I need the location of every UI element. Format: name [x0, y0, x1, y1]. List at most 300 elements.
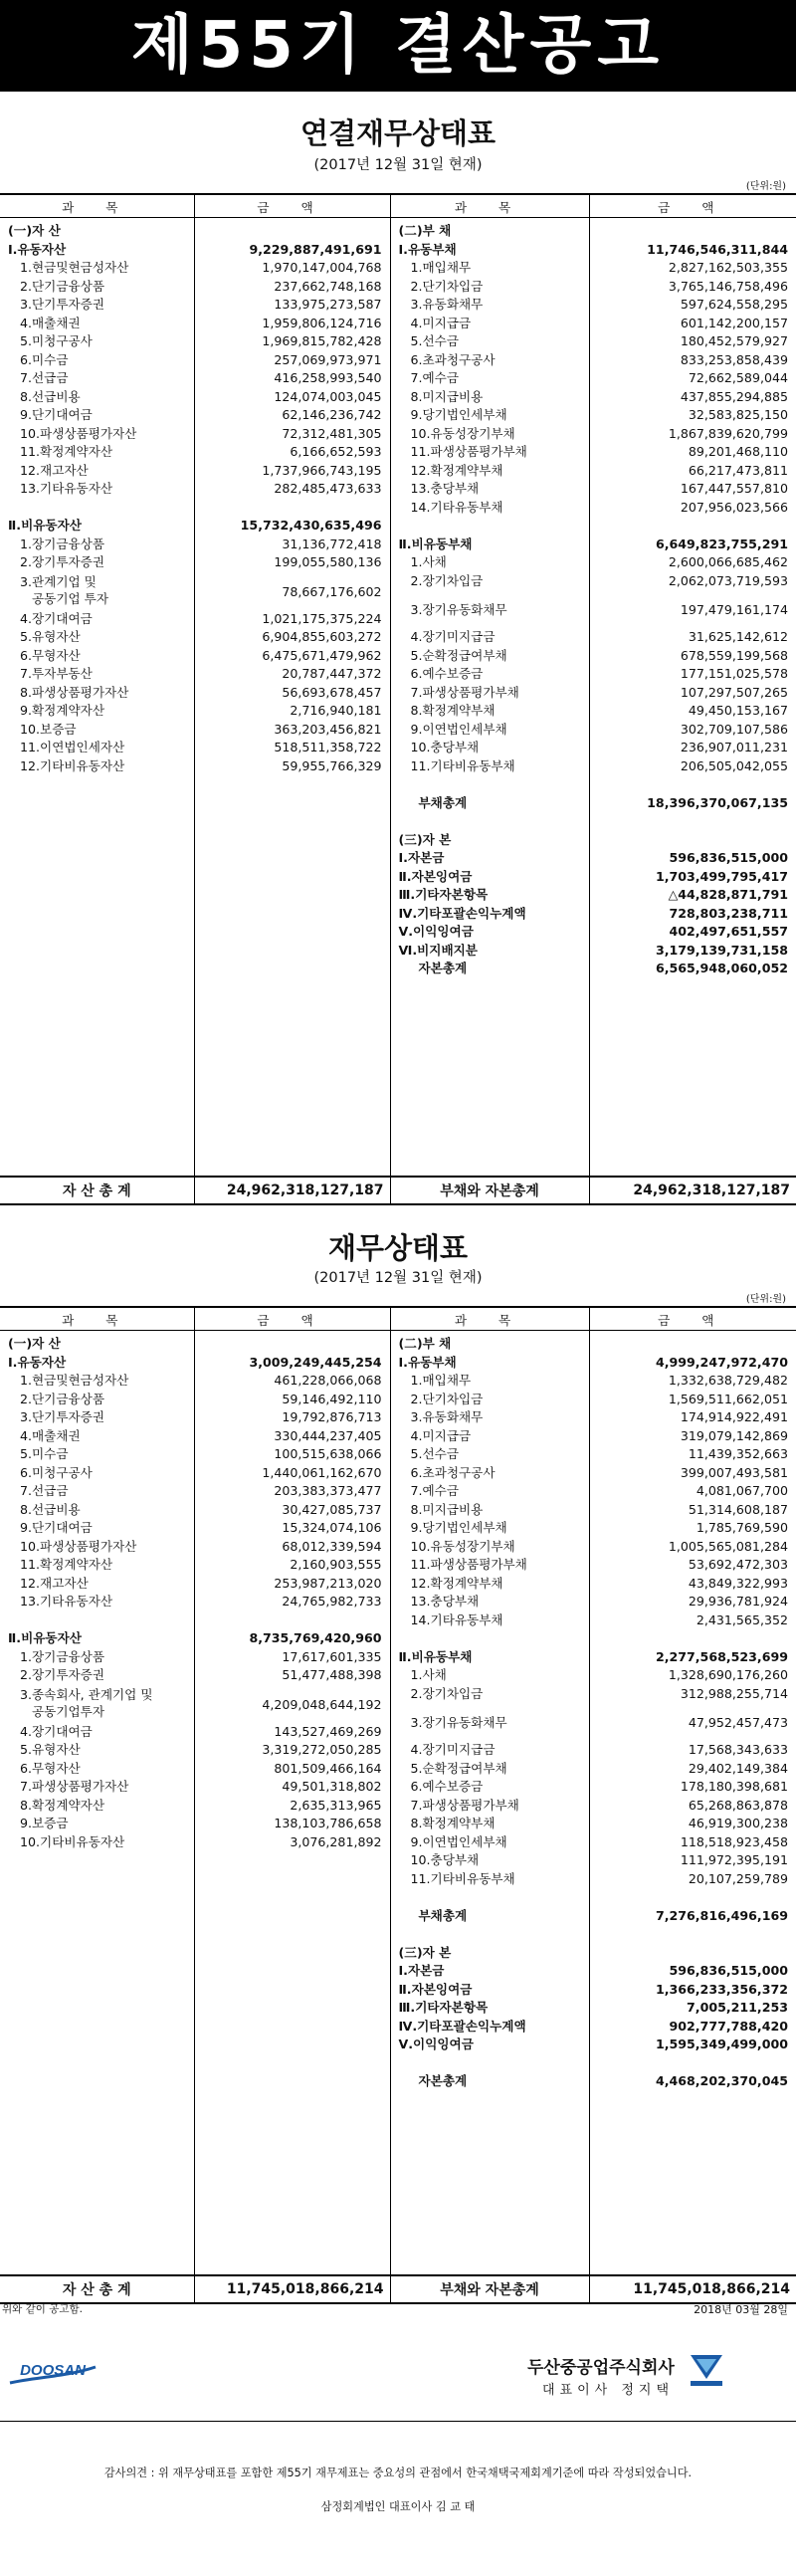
line-item-amount: 399,007,493,581 — [680, 1464, 788, 1480]
line-item-amount: 178,180,398,681 — [680, 1779, 788, 1794]
line-item-label: 1.사채 — [410, 1667, 447, 1682]
line-item-label: 11.확정계약자산 — [20, 444, 113, 459]
separate-unit: (단위:원) — [745, 1294, 786, 1305]
line-item-amount: 1,440,061,162,670 — [262, 1464, 382, 1480]
section-header: (一)자 산 — [8, 223, 61, 238]
line-item-amount: 66,217,473,811 — [688, 462, 788, 478]
line-item-amount: 31,136,772,418 — [282, 536, 382, 551]
line-item-amount: 199,055,580,136 — [274, 554, 382, 569]
line-item-label: 3.유동화채무 — [410, 297, 484, 312]
section-header: (二)부 채 — [398, 223, 452, 238]
line-item-label: 8.확정계약부채 — [410, 703, 496, 718]
section-header-amount — [590, 831, 796, 850]
line-item-amount: 902,777,788,420 — [669, 2018, 788, 2034]
line-item-label: 13.충당부채 — [410, 481, 480, 496]
line-item-label: 3.단기투자증권 — [20, 297, 105, 312]
line-item-amount: 257,069,973,971 — [274, 351, 382, 367]
line-item-amount: 207,956,023,566 — [680, 499, 788, 515]
line-item-amount: 728,803,238,711 — [669, 905, 788, 921]
liabilities-equity-total-label: 부채와 자본총계 — [390, 2275, 589, 2303]
line-item-label: 7.예수금 — [410, 1483, 460, 1498]
header-item: 과 목 — [0, 1307, 194, 1331]
line-item-label: 7.선급금 — [20, 370, 69, 385]
line-item-amount: 197,479,161,174 — [680, 602, 788, 617]
line-item-amount: 6,649,823,755,291 — [655, 536, 788, 551]
divider — [0, 2421, 796, 2422]
consolidated-balance-sheet — [0, 193, 796, 1205]
line-item-label: 5.미청구공사 — [20, 333, 93, 348]
spacer — [590, 1888, 796, 1907]
line-item-amount: 3,009,249,445,254 — [249, 1354, 382, 1370]
subtotal-label: Ⅰ.유동부채 — [398, 1354, 457, 1370]
line-item-label: 1.사채 — [410, 554, 447, 569]
line-item-amount: 4,999,247,972,470 — [655, 1354, 788, 1370]
liabilities-amounts — [589, 218, 796, 1177]
section-header-amount — [590, 222, 796, 241]
assets-labels — [0, 218, 194, 1177]
line-item-label: 3.장기유동화채무 — [410, 602, 507, 617]
line-item-label — [0, 1685, 194, 1723]
subtotal-label: Ⅱ.자본잉여금 — [398, 1981, 473, 1997]
line-item-amount: 174,914,922,491 — [680, 1409, 788, 1424]
line-item-amount: 51,314,608,187 — [688, 1501, 788, 1517]
total-amount: 4,468,202,370,045 — [655, 2073, 788, 2088]
line-item-amount: 7,005,211,253 — [687, 2000, 788, 2015]
line-item-label: 5.순확정급여부채 — [410, 1760, 507, 1776]
line-item-label — [0, 572, 194, 610]
line-item-label: 8.확정계약부채 — [410, 1816, 496, 1830]
subtotal-label: Ⅰ.유동자산 — [8, 1354, 67, 1370]
spacer — [391, 517, 589, 536]
spacer — [0, 499, 194, 518]
subtotal-label: Ⅴ.이익잉여금 — [398, 2037, 474, 2051]
line-item-label-part: 3.종속회사, 관계기업 및 — [20, 1686, 153, 1702]
line-item-amount: 461,228,066,068 — [274, 1373, 382, 1388]
line-item-label: 14.기타유동부채 — [410, 499, 503, 515]
line-item-amount: 1,569,511,662,051 — [668, 1391, 788, 1406]
line-item-label: 2.장기투자증권 — [20, 1667, 105, 1682]
line-item-amount: 31,625,142,612 — [688, 629, 788, 644]
line-item-label: 12.재고자산 — [20, 462, 89, 478]
line-item-amount: 596,836,515,000 — [669, 850, 788, 865]
line-item-amount: 24,765,982,733 — [282, 1594, 382, 1609]
line-item-label-part: 공동기업 투자 — [32, 590, 108, 606]
line-item-amount: 833,253,858,439 — [680, 351, 788, 367]
line-item-amount: 20,787,447,372 — [282, 666, 382, 681]
line-item-amount: 62,146,236,742 — [282, 407, 382, 422]
line-item-label: 6.초과청구공사 — [410, 1464, 496, 1480]
header-item: 과 목 — [0, 194, 194, 218]
line-item-amount: 1,969,815,782,428 — [262, 333, 382, 348]
line-item-amount: 597,624,558,295 — [680, 297, 788, 312]
header-item: 과 목 — [390, 194, 589, 218]
section-header: (三)자 본 — [398, 831, 452, 847]
line-item-amount: 19,792,876,713 — [282, 1409, 382, 1424]
line-item-label: 10.파생상품평가자산 — [20, 425, 137, 441]
line-item-amount: 46,919,300,238 — [688, 1816, 788, 1830]
assets-total-label: 자 산 총 계 — [0, 1177, 194, 1204]
line-item-label: 3.단기투자증권 — [20, 1409, 105, 1424]
line-item-label: 8.미지급비용 — [410, 1501, 484, 1517]
line-item-amount: 15,324,074,106 — [282, 1520, 382, 1535]
line-item-amount: 107,297,507,265 — [680, 684, 788, 700]
line-item-label: 8.선급비용 — [20, 1501, 81, 1517]
line-item-label: 12.확정계약부채 — [410, 1575, 503, 1591]
spacer — [590, 2054, 796, 2073]
line-item-amount: 72,312,481,305 — [282, 425, 382, 441]
subtotal-label: Ⅳ.기타포괄손익누계액 — [398, 2018, 526, 2034]
line-item-amount: 49,450,153,167 — [688, 703, 788, 718]
line-item-amount: 68,012,339,594 — [282, 1538, 382, 1554]
line-item-label: 2.장기차입금 — [410, 572, 484, 588]
spacer — [391, 812, 589, 831]
line-item-amount: 20,107,259,789 — [688, 1870, 788, 1886]
line-item-amount: 1,703,499,795,417 — [655, 868, 788, 884]
header-amount: 금 액 — [589, 1307, 796, 1331]
line-item-label: 11.파생상품평가부채 — [410, 444, 527, 459]
line-item-label: 9.이연법인세부채 — [410, 1833, 507, 1849]
line-item-amount: 1,332,638,729,482 — [668, 1373, 788, 1388]
spacer — [391, 1925, 589, 1944]
line-item-amount: 4,209,048,644,192 — [262, 1696, 382, 1712]
line-item-label: 1.장기금융상품 — [20, 536, 105, 551]
line-item-label: 7.파생상품평가자산 — [20, 1779, 129, 1794]
liabilities-labels — [390, 1331, 589, 2275]
total-label: 부채총계 — [418, 794, 468, 810]
line-item-amount: 2,431,565,352 — [696, 1611, 788, 1627]
line-item-label: 2.단기차입금 — [410, 1391, 484, 1406]
line-item-amount: 11,439,352,663 — [688, 1446, 788, 1461]
line-item-amount: 9,229,887,491,691 — [249, 241, 382, 257]
line-item-amount: 133,975,273,587 — [274, 297, 382, 312]
company-name: 두산중공업주식회사 — [527, 2358, 675, 2378]
total-amount: 7,276,816,496,169 — [655, 1907, 788, 1923]
spacer — [391, 2054, 589, 2073]
spacer — [590, 517, 796, 536]
subtotal-label: Ⅰ.유동부채 — [398, 241, 457, 257]
line-item-label: 5.순확정급여부채 — [410, 647, 507, 663]
total-amount: 6,565,948,060,052 — [655, 961, 788, 975]
line-item-amount: 1,021,175,375,224 — [262, 610, 382, 626]
line-item-label: 4.매출채권 — [20, 315, 81, 330]
assets-amounts — [194, 1331, 390, 2275]
line-item-amount: 416,258,993,540 — [274, 370, 382, 385]
line-item-amount: 1,328,690,176,260 — [668, 1667, 788, 1682]
line-item-amount: 801,509,466,164 — [274, 1760, 382, 1776]
line-item-label: 4.매출채권 — [20, 1427, 81, 1443]
line-item-amount: 2,716,940,181 — [290, 703, 382, 718]
subtotal-label: Ⅴ.이익잉여금 — [398, 924, 474, 939]
line-item-label: 13.충당부채 — [410, 1594, 480, 1609]
line-item-label: 4.미지급금 — [410, 1427, 472, 1443]
total-label: 부채총계 — [418, 1907, 468, 1923]
assets-total-label: 자 산 총 계 — [0, 2275, 194, 2303]
line-item-amount: 253,987,213,020 — [274, 1575, 382, 1591]
line-item-label: 8.선급비용 — [20, 388, 81, 404]
subtotal-label: Ⅱ.비유동자산 — [8, 1630, 82, 1645]
line-item-label: 10.파생상품평가자산 — [20, 1538, 137, 1554]
line-item-amount: 138,103,786,658 — [274, 1816, 382, 1830]
subtotal-label: Ⅰ.자본금 — [398, 1963, 445, 1978]
spacer — [391, 775, 589, 794]
line-item-amount: △44,828,871,791 — [668, 887, 788, 902]
line-item-amount: 32,583,825,150 — [688, 407, 788, 422]
line-item-label: 14.기타유동부채 — [410, 1611, 503, 1627]
line-item-label: 9.보증금 — [20, 1816, 69, 1830]
line-item-amount: 51,477,488,398 — [282, 1667, 382, 1682]
spacer — [195, 1611, 390, 1630]
header-amount: 금 액 — [589, 194, 796, 218]
subtotal-label: Ⅲ.기타자본항목 — [398, 887, 489, 902]
seal-emblem-icon — [687, 2349, 726, 2389]
subtotal-label: Ⅱ.비유동자산 — [8, 518, 82, 533]
line-item-amount: 596,836,515,000 — [669, 1963, 788, 1978]
line-item-amount: 437,855,294,885 — [680, 388, 788, 404]
line-item-label: 11.확정계약자산 — [20, 1557, 113, 1572]
line-item-amount: 402,497,651,557 — [669, 924, 788, 939]
line-item-label: 1.매입채무 — [410, 260, 472, 275]
line-item-amount: 11,746,546,311,844 — [647, 241, 788, 257]
line-item-label: 10.보증금 — [20, 721, 77, 737]
line-item-amount: 2,062,073,719,593 — [668, 572, 788, 588]
line-item-label: 6.미청구공사 — [20, 1464, 93, 1480]
line-item-amount: 1,737,966,743,195 — [262, 462, 382, 478]
subtotal-label: Ⅳ.기타포괄손익누계액 — [398, 905, 526, 921]
section-header: (一)자 산 — [8, 1336, 61, 1351]
line-item-amount: 518,511,358,722 — [274, 740, 382, 754]
line-item-amount: 2,827,162,503,355 — [668, 260, 788, 275]
line-item-label: 4.장기대여금 — [20, 610, 93, 626]
line-item-amount: 15,732,430,635,496 — [240, 518, 382, 533]
line-item-amount: 203,383,373,477 — [274, 1483, 382, 1498]
line-item-label: 4.장기미지급금 — [410, 629, 496, 644]
header-amount: 금 액 — [194, 194, 390, 218]
spacer — [590, 775, 796, 794]
line-item-amount: 1,785,769,590 — [696, 1520, 788, 1535]
line-item-amount: 17,617,601,335 — [282, 1648, 382, 1664]
notice-date: 2018년 03월 28일 — [694, 2303, 788, 2316]
line-item-amount: 3,765,146,758,496 — [668, 278, 788, 294]
line-item-amount: 6,904,855,603,272 — [262, 629, 382, 644]
line-item-label: 9.단기대여금 — [20, 1520, 93, 1535]
line-item-label: 9.이연법인세부채 — [410, 721, 507, 737]
line-item-amount: 2,277,568,523,699 — [655, 1648, 788, 1664]
line-item-label: 2.단기금융상품 — [20, 1391, 105, 1406]
line-item-label: 1.현금및현금성자산 — [20, 1373, 129, 1388]
line-item-amount: 1,595,349,499,000 — [655, 2037, 788, 2051]
line-item-label: 11.이연법인세자산 — [20, 740, 125, 754]
spacer — [590, 1925, 796, 1944]
liabilities-equity-total-label: 부채와 자본총계 — [390, 1177, 589, 1204]
line-item-amount: 8,735,769,420,960 — [249, 1630, 382, 1645]
line-item-label: 6.무형자산 — [20, 647, 81, 663]
section-header: (二)부 채 — [398, 1336, 452, 1351]
banner-title: 제55기 결산공고 — [0, 0, 796, 92]
section-header-amount — [590, 1335, 796, 1354]
line-item-label: 11.기타비유동부채 — [410, 757, 515, 773]
subtotal-label: Ⅱ.비유동부채 — [398, 536, 473, 551]
line-item-label: 9.확정계약자산 — [20, 703, 105, 718]
header-amount: 금 액 — [194, 1307, 390, 1331]
spacer — [391, 1629, 589, 1648]
assets-amounts — [194, 218, 390, 1177]
line-item-label-part: 공동기업투자 — [32, 1703, 104, 1719]
liabilities-amounts — [589, 1331, 796, 2275]
line-item-label: 3.유동화채무 — [410, 1409, 484, 1424]
line-item-label: 1.장기금융상품 — [20, 1648, 105, 1664]
line-item-amount: 2,160,903,555 — [290, 1557, 382, 1572]
line-item-amount: 282,485,473,633 — [274, 481, 382, 496]
auditor-signer: 삼정회계법인 대표이사 김 교 태 — [320, 2500, 476, 2513]
line-item-label: 6.미수금 — [20, 351, 69, 367]
line-item-amount: 59,955,766,329 — [282, 757, 382, 773]
total-label: 자본총계 — [418, 961, 468, 975]
line-item-label: 2.단기금융상품 — [20, 278, 105, 294]
line-item-amount: 49,501,318,802 — [282, 1779, 382, 1794]
line-item-label: 10.유동성장기부채 — [410, 425, 515, 441]
line-item-label: 11.파생상품평가부채 — [410, 1557, 527, 1572]
line-item-amount: 43,849,322,993 — [688, 1575, 788, 1591]
header-item: 과 목 — [390, 1307, 589, 1331]
line-item-amount: 59,146,492,110 — [282, 1391, 382, 1406]
line-item-label: 12.재고자산 — [20, 1575, 89, 1591]
line-item-label: 4.장기미지급금 — [410, 1742, 496, 1757]
line-item-label: 7.예수금 — [410, 370, 460, 385]
line-item-label: 5.유형자산 — [20, 629, 81, 644]
line-item-amount: 1,005,565,081,284 — [668, 1538, 788, 1554]
line-item-amount: 3,179,139,731,158 — [655, 942, 788, 958]
line-item-amount: 78,667,176,602 — [282, 583, 382, 599]
line-item-amount: 2,635,313,965 — [290, 1797, 382, 1813]
audit-opinion: 감사의견 : 위 재무상태표를 포함한 제55기 재무제표는 중요성의 관점에서 한국채택국제회계기준에 따라 작성되었습니다. — [103, 2467, 693, 2479]
subtotal-label: Ⅲ.기타자본항목 — [398, 2000, 489, 2015]
consolidated-title: 연결재무상태표 — [299, 116, 497, 150]
line-item-amount: 30,427,085,737 — [282, 1501, 382, 1517]
line-item-label: 12.기타비유동자산 — [20, 757, 125, 773]
line-item-label: 8.미지급비용 — [410, 388, 484, 404]
line-item-amount: 1,959,806,124,716 — [262, 315, 382, 330]
line-item-label: 5.유형자산 — [20, 1742, 81, 1757]
line-item-amount: 1,867,839,620,799 — [668, 425, 788, 441]
line-item-amount: 124,074,003,045 — [274, 388, 382, 404]
line-item-label: 5.선수금 — [410, 333, 460, 348]
line-item-amount: 167,447,557,810 — [680, 481, 788, 496]
subtotal-label: Ⅱ.자본잉여금 — [398, 868, 473, 884]
line-item-label: 3.장기유동화채무 — [410, 1715, 507, 1730]
line-item-amount: 6,166,652,593 — [290, 444, 382, 459]
line-item-label: 8.확정계약자산 — [20, 1797, 105, 1813]
section-header: (三)자 본 — [398, 1944, 452, 1960]
subtotal-label: Ⅰ.유동자산 — [8, 241, 67, 257]
separate-balance-sheet — [0, 1306, 796, 2304]
line-item-amount: 47,952,457,473 — [688, 1715, 788, 1730]
line-item-amount: 319,079,142,869 — [680, 1427, 788, 1443]
line-item-amount: 53,692,472,303 — [688, 1557, 788, 1572]
line-item-label: 5.미수금 — [20, 1446, 69, 1461]
section-header-amount — [195, 222, 390, 241]
subtotal-label: Ⅱ.비유동부채 — [398, 1648, 473, 1664]
line-item-amount: 1,970,147,004,768 — [262, 260, 382, 275]
line-item-label: 4.미지급금 — [410, 315, 472, 330]
line-item-label: 9.단기대여금 — [20, 407, 93, 422]
liabilities-labels — [390, 218, 589, 1177]
line-item-amount: 363,203,456,821 — [274, 721, 382, 737]
line-item-amount: 206,505,042,055 — [680, 757, 788, 773]
line-item-label: 6.예수보증금 — [410, 1779, 484, 1794]
footnote: 위와 같이 공고함. — [2, 2303, 84, 2315]
line-item-label: 6.초과청구공사 — [410, 351, 496, 367]
spacer — [590, 1629, 796, 1648]
line-item-amount: 601,142,200,157 — [680, 315, 788, 330]
line-item-amount: 180,452,579,927 — [680, 333, 788, 348]
line-item-label: 5.선수금 — [410, 1446, 460, 1461]
line-item-amount: 89,201,468,110 — [688, 444, 788, 459]
subtotal-label: Ⅰ.자본금 — [398, 850, 445, 865]
line-item-label: 9.당기법인세부채 — [410, 1520, 507, 1535]
line-item-label: 10.기타비유동자산 — [20, 1833, 125, 1849]
section-header-amount — [590, 1944, 796, 1963]
line-item-amount: 3,076,281,892 — [290, 1833, 382, 1849]
separate-title: 재무상태표 — [327, 1231, 469, 1265]
consolidated-unit: (단위:원) — [745, 181, 786, 192]
assets-total: 11,745,018,866,214 — [194, 2275, 390, 2303]
line-item-label: 13.기타유동자산 — [20, 481, 113, 496]
line-item-amount: 143,527,469,269 — [274, 1723, 382, 1739]
total-amount: 18,396,370,067,135 — [647, 794, 788, 810]
line-item-label: 10.충당부채 — [410, 740, 480, 754]
consolidated-subtitle: (2017년 12월 31일 현재) — [313, 157, 483, 173]
assets-labels — [0, 1331, 194, 2275]
line-item-amount: 2,600,066,685,462 — [668, 554, 788, 569]
doosan-logo — [6, 2357, 100, 2387]
line-item-amount: 29,936,781,924 — [688, 1594, 788, 1609]
line-item-amount: 678,559,199,568 — [680, 647, 788, 663]
line-item-amount: 56,693,678,457 — [282, 684, 382, 700]
line-item-label: 1.매입채무 — [410, 1373, 472, 1388]
line-item-amount: 1,366,233,356,372 — [655, 1981, 788, 1997]
liabilities-equity-total: 24,962,318,127,187 — [589, 1177, 796, 1204]
line-item-label: 2.장기차입금 — [410, 1685, 484, 1701]
ceo-name: 대표이사 정지택 — [542, 2383, 675, 2398]
line-item-label: 12.확정계약부채 — [410, 462, 503, 478]
liabilities-equity-total: 11,745,018,866,214 — [589, 2275, 796, 2303]
line-item-label: 4.장기대여금 — [20, 1723, 93, 1739]
line-item-label: 6.무형자산 — [20, 1760, 81, 1776]
line-item-label: 11.기타비유동부채 — [410, 1870, 515, 1886]
line-item-label: 7.선급금 — [20, 1483, 69, 1498]
line-item-label: 10.충당부채 — [410, 1852, 480, 1867]
line-item-amount: 236,907,011,231 — [680, 740, 788, 754]
line-item-amount: 330,444,237,405 — [274, 1427, 382, 1443]
line-item-label: 2.단기차입금 — [410, 278, 484, 294]
line-item-amount: 302,709,107,586 — [680, 721, 788, 737]
spacer — [195, 499, 390, 518]
logo-text: DOOSAN — [20, 2362, 86, 2379]
line-item-amount: 100,515,638,066 — [274, 1446, 382, 1461]
line-item-label: 13.기타유동자산 — [20, 1594, 113, 1609]
line-item-label: 7.투자부동산 — [20, 666, 93, 681]
line-item-amount: 17,568,343,633 — [688, 1742, 788, 1757]
line-item-amount: 111,972,395,191 — [680, 1852, 788, 1867]
line-item-label: 7.파생상품평가부채 — [410, 684, 519, 700]
line-item-label-part: 3.관계기업 및 — [20, 573, 97, 589]
spacer — [391, 1888, 589, 1907]
line-item-label: 8.파생상품평가자산 — [20, 684, 129, 700]
separate-subtitle: (2017년 12월 31일 현재) — [313, 1270, 483, 1286]
line-item-amount: 6,475,671,479,962 — [262, 647, 382, 663]
assets-total: 24,962,318,127,187 — [194, 1177, 390, 1204]
subtotal-label: Ⅵ.비지배지분 — [398, 942, 478, 958]
